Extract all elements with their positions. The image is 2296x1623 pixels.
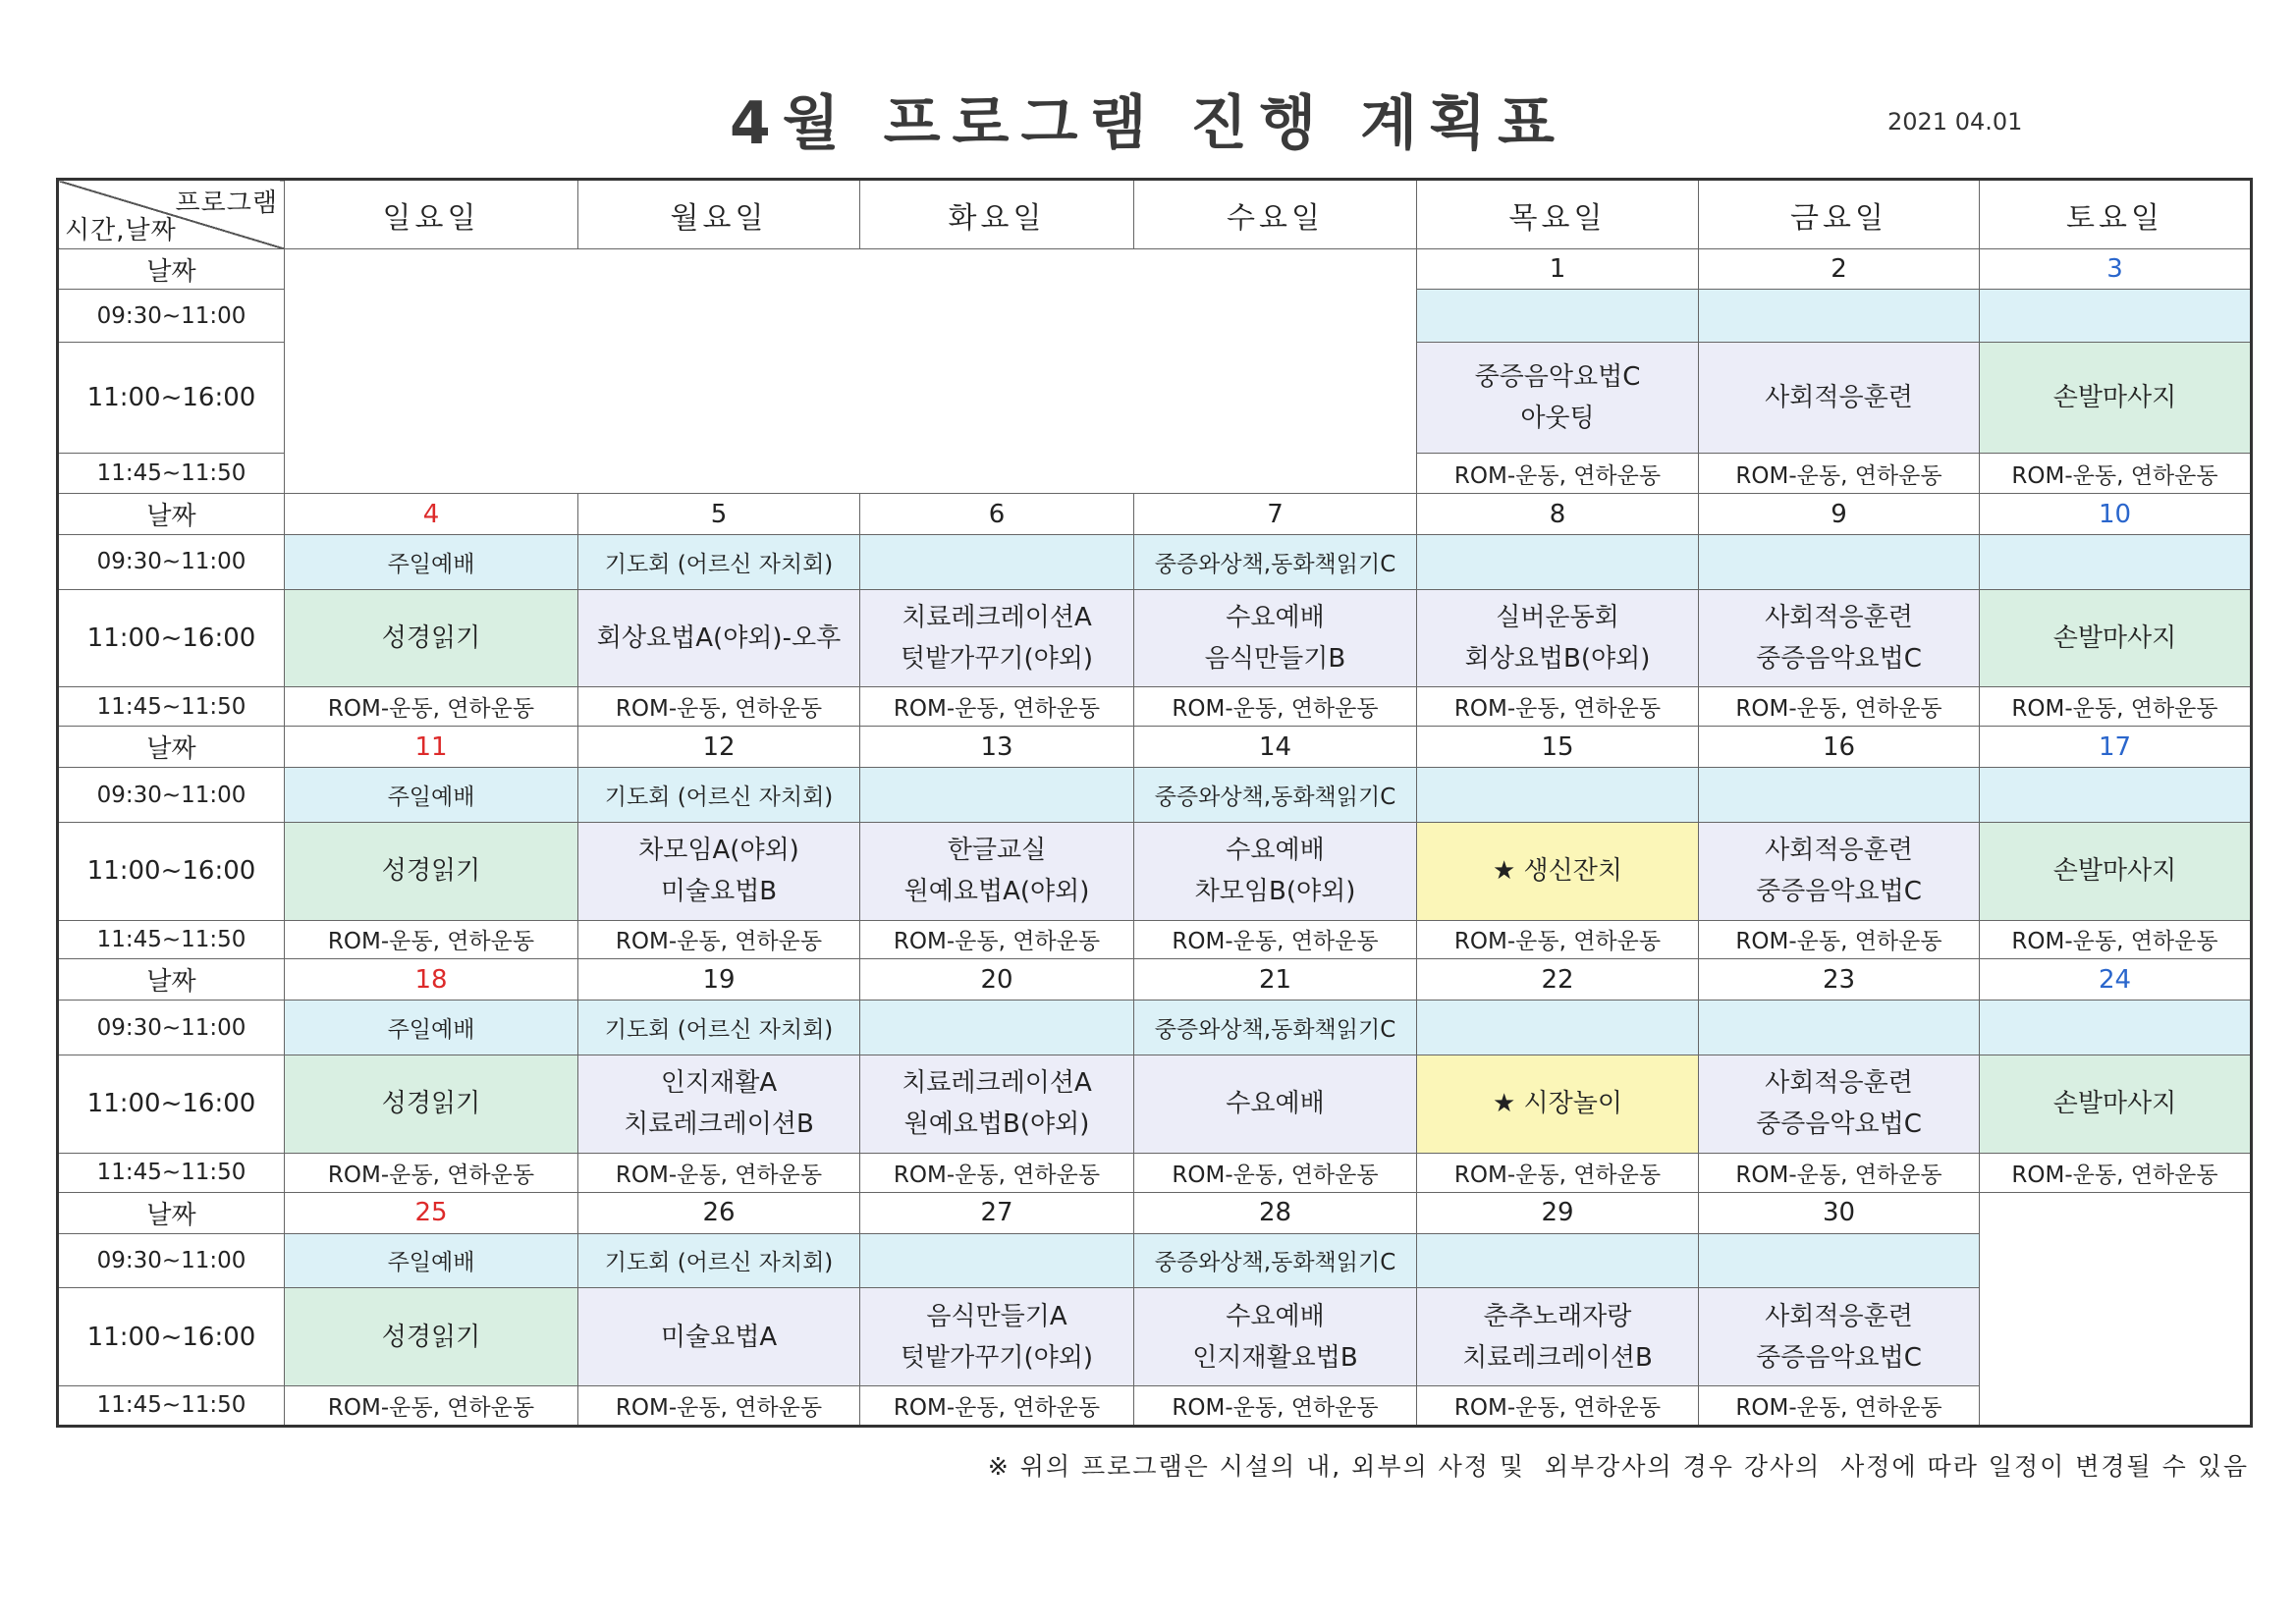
footnote: ※ 위의 프로그램은 시설의 내, 외부의 사정 및 외부강사의 경우 강사의 사정에 따라 일정이 변경될 수 있음 [987,1452,2249,1481]
date-cell-sun: 18 [285,959,578,1001]
day-header-wed: 수요일 [1134,180,1417,249]
midday-row [58,1055,2252,1154]
program-cell-sat [1980,342,2252,453]
program-name: 회상요법B(야외) [1464,644,1651,674]
date-cell-mon: 12 [578,727,860,768]
program-cell-sat [1980,589,2252,687]
day-header-tue: 화요일 [860,180,1134,249]
morning-cell-wed: 중증와상책,동화책읽기C [1134,535,1417,590]
program-name: 음식만들기B [1204,644,1346,674]
program-name: 사회적응훈련 [1765,603,1913,632]
date-cell-sun: 25 [285,1192,578,1233]
morning-cell-sat [1980,535,2252,590]
program-name: 수요예배 [1226,1089,1325,1119]
program-name: ★ 생신잔치 [1492,856,1623,887]
morning-cell-wed: 중증와상책,동화책읽기C [1134,1001,1417,1055]
exercise-cell-fri: ROM-운동, 연하운동 [1699,1385,1980,1426]
exercise-row [58,1153,2252,1192]
program-name: 인지재활요법B [1192,1342,1358,1373]
exercise-cell-sun: ROM-운동, 연하운동 [285,687,578,727]
date-cell-sat: 3 [1980,249,2252,290]
program-cell-thu [1417,1055,1699,1154]
exercise-cell-mon: ROM-운동, 연하운동 [578,1385,860,1426]
program-name: 춘추노래자랑 [1483,1301,1632,1331]
midday-row [58,589,2252,687]
date-cell-fri: 2 [1699,249,1980,290]
program-cell-tue [860,589,1134,687]
morning-cell-sat [1980,290,2252,343]
exercise-cell-sat: ROM-운동, 연하운동 [1980,1153,2252,1192]
midday-row [58,1288,2252,1386]
row-label-midday: 11:00~16:00 [58,589,285,687]
date-cell-tue: 27 [860,1192,1134,1233]
exercise-cell-fri: ROM-운동, 연하운동 [1699,920,1980,959]
program-name: 회상요법A(야외)-오후 [596,623,842,653]
date-cell-thu: 29 [1417,1192,1699,1233]
row-label-short: 11:45~11:50 [58,1153,285,1192]
row-label-date: 날짜 [58,727,285,768]
date-cell-tue: 13 [860,727,1134,768]
program-cell-mon [578,589,860,687]
day-header-sat: 토요일 [1980,180,2252,249]
day-header-sun: 일요일 [285,180,578,249]
morning-cell-fri [1699,768,1980,823]
program-name: 성경읽기 [381,1089,481,1119]
program-cell-sun [285,1055,578,1154]
program-name: 음식만들기A [926,1301,1067,1331]
program-cell-wed [1134,822,1417,920]
row-label-short: 11:45~11:50 [58,687,285,727]
program-name: 실버운동회 [1496,603,1619,632]
morning-cell-fri [1699,1233,1980,1288]
schedule-table [56,178,2253,1428]
corner-program-label: 프로그램 [175,189,278,218]
date-cell-fri: 30 [1699,1192,1980,1233]
date-cell-thu: 15 [1417,727,1699,768]
row-label-morning: 09:30~11:00 [58,768,285,823]
exercise-cell-sat: ROM-운동, 연하운동 [1980,687,2252,727]
morning-cell-sun: 주일예배 [285,1233,578,1288]
program-cell-mon [578,1055,860,1154]
date-cell-mon: 5 [578,494,860,535]
morning-cell-tue [860,768,1134,823]
date-cell-wed: 28 [1134,1192,1417,1233]
program-name: 사회적응훈련 [1765,382,1913,412]
morning-cell-sat [1980,768,2252,823]
exercise-cell-sat: ROM-운동, 연하운동 [1980,454,2252,494]
row-label-midday: 11:00~16:00 [58,1055,285,1154]
program-name: 한글교실 [947,836,1047,866]
exercise-cell-fri: ROM-운동, 연하운동 [1699,454,1980,494]
row-label-morning: 09:30~11:00 [58,1001,285,1055]
program-cell-fri [1699,342,1980,453]
program-name: 사회적응훈련 [1765,836,1913,866]
program-name: 미술요법B [660,877,778,907]
morning-cell-sun: 주일예배 [285,768,578,823]
program-name: 성경읽기 [381,1322,481,1352]
morning-cell-fri [1699,290,1980,343]
morning-cell-fri [1699,535,1980,590]
date-cell-mon: 26 [578,1192,860,1233]
exercise-cell-fri: ROM-운동, 연하운동 [1699,1153,1980,1192]
program-cell-tue [860,1055,1134,1154]
program-name: 원예요법B(야외) [903,1109,1090,1140]
program-cell-fri [1699,822,1980,920]
row-label-short: 11:45~11:50 [58,920,285,959]
day-header-thu: 목요일 [1417,180,1699,249]
program-cell-mon [578,1288,860,1386]
exercise-cell-wed: ROM-운동, 연하운동 [1134,687,1417,727]
program-cell-tue [860,822,1134,920]
date-cell-thu: 1 [1417,249,1699,290]
exercise-row [58,920,2252,959]
program-cell-wed [1134,1055,1417,1154]
morning-row [58,1233,2252,1288]
program-name: 사회적응훈련 [1765,1301,1913,1331]
exercise-cell-sun: ROM-운동, 연하운동 [285,1153,578,1192]
exercise-cell-fri: ROM-운동, 연하운동 [1699,687,1980,727]
row-label-date: 날짜 [58,959,285,1001]
date-cell-tue: 20 [860,959,1134,1001]
morning-cell-sat [1980,1001,2252,1055]
program-cell-sat [1980,822,2252,920]
program-name: 텃밭가꾸기(야외) [900,1342,1094,1373]
row-label-midday: 11:00~16:00 [58,1288,285,1386]
program-name: 치료레크레이션B [624,1109,814,1140]
program-cell-sat [1980,1055,2252,1154]
morning-cell-thu [1417,1233,1699,1288]
program-name: 손발마사지 [2052,623,2177,653]
day-header-mon: 월요일 [578,180,860,249]
exercise-row [58,687,2252,727]
program-name: 치료레크레이션A [902,1068,1092,1099]
exercise-cell-wed: ROM-운동, 연하운동 [1134,1153,1417,1192]
row-label-midday: 11:00~16:00 [58,822,285,920]
morning-cell-sun: 주일예배 [285,535,578,590]
exercise-cell-sun: ROM-운동, 연하운동 [285,920,578,959]
morning-cell-thu [1417,290,1699,343]
exercise-cell-tue: ROM-운동, 연하운동 [860,920,1134,959]
program-cell-thu [1417,589,1699,687]
morning-cell-tue [860,1001,1134,1055]
document-date: 2021 04.01 [1887,108,2023,135]
morning-cell-thu [1417,768,1699,823]
date-cell-thu: 22 [1417,959,1699,1001]
empty-cell [1980,1192,2252,1426]
date-cell-wed: 14 [1134,727,1417,768]
program-name: 인지재활A [660,1068,778,1099]
row-label-morning: 09:30~11:00 [58,290,285,343]
date-row [58,727,2252,768]
exercise-cell-thu: ROM-운동, 연하운동 [1417,687,1699,727]
date-cell-sun: 11 [285,727,578,768]
program-cell-wed [1134,1288,1417,1386]
program-cell-sun [285,822,578,920]
exercise-cell-thu: ROM-운동, 연하운동 [1417,920,1699,959]
program-cell-sun [285,1288,578,1386]
program-name: 수요예배 [1226,836,1325,866]
exercise-cell-tue: ROM-운동, 연하운동 [860,687,1134,727]
program-name: 텃밭가꾸기(야외) [900,644,1094,674]
program-name: 차모임A(야외) [638,836,799,866]
exercise-cell-thu: ROM-운동, 연하운동 [1417,1385,1699,1426]
date-cell-sat: 17 [1980,727,2252,768]
program-cell-thu [1417,1288,1699,1386]
exercise-cell-sat: ROM-운동, 연하운동 [1980,920,2252,959]
date-cell-wed: 7 [1134,494,1417,535]
program-name: 중증음악요법C [1756,644,1922,674]
date-cell-fri: 9 [1699,494,1980,535]
program-name: 중증음악요법C [1474,361,1641,392]
morning-cell-mon: 기도회 (어르신 자치회) [578,1001,860,1055]
program-name: 중증음악요법C [1756,1109,1922,1140]
program-name: 중증음악요법C [1756,877,1922,907]
row-label-date: 날짜 [58,249,285,290]
program-cell-sun [285,589,578,687]
program-name: 성경읽기 [381,856,481,887]
morning-cell-mon: 기도회 (어르신 자치회) [578,1233,860,1288]
program-name: 사회적응훈련 [1765,1068,1913,1099]
exercise-cell-mon: ROM-운동, 연하운동 [578,920,860,959]
exercise-cell-wed: ROM-운동, 연하운동 [1134,920,1417,959]
exercise-cell-wed: ROM-운동, 연하운동 [1134,1385,1417,1426]
program-name: 손발마사지 [2052,382,2177,412]
row-label-short: 11:45~11:50 [58,454,285,494]
row-label-date: 날짜 [58,494,285,535]
exercise-cell-thu: ROM-운동, 연하운동 [1417,454,1699,494]
morning-cell-tue [860,535,1134,590]
row-label-morning: 09:30~11:00 [58,535,285,590]
program-cell-tue [860,1288,1134,1386]
morning-row [58,535,2252,590]
morning-cell-mon: 기도회 (어르신 자치회) [578,768,860,823]
morning-cell-sun: 주일예배 [285,1001,578,1055]
morning-cell-wed: 중증와상책,동화책읽기C [1134,768,1417,823]
date-row [58,1192,2252,1233]
exercise-cell-mon: ROM-운동, 연하운동 [578,687,860,727]
morning-row [58,768,2252,823]
program-name: 중증음악요법C [1756,1342,1922,1373]
corner-time-date-label: 시간,날짜 [65,216,177,246]
program-name: 차모임B(야외) [1194,877,1356,907]
program-cell-fri [1699,589,1980,687]
program-name: 치료레크레이션A [902,603,1092,632]
date-row [58,494,2252,535]
program-name: 성경읽기 [381,623,481,653]
day-header-fri: 금요일 [1699,180,1980,249]
program-name: 아웃팅 [1520,403,1595,433]
program-cell-wed [1134,589,1417,687]
row-label-morning: 09:30~11:00 [58,1233,285,1288]
exercise-row [58,1385,2252,1426]
date-cell-sat: 10 [1980,494,2252,535]
program-name: 수요예배 [1226,1301,1325,1331]
morning-cell-thu [1417,1001,1699,1055]
page-title: 4월 프로그램 진행 계획표 [729,89,1566,158]
date-row [58,249,2252,290]
exercise-cell-tue: ROM-운동, 연하운동 [860,1153,1134,1192]
program-name: 손발마사지 [2052,1089,2177,1119]
exercise-cell-sun: ROM-운동, 연하운동 [285,1385,578,1426]
program-name: 미술요법A [660,1322,778,1352]
program-name: 수요예배 [1226,603,1325,632]
morning-cell-wed: 중증와상책,동화책읽기C [1134,1233,1417,1288]
row-label-short: 11:45~11:50 [58,1385,285,1426]
date-cell-tue: 6 [860,494,1134,535]
morning-cell-tue [860,1233,1134,1288]
date-cell-thu: 8 [1417,494,1699,535]
date-cell-mon: 19 [578,959,860,1001]
program-cell-thu [1417,342,1699,453]
date-cell-wed: 21 [1134,959,1417,1001]
exercise-cell-mon: ROM-운동, 연하운동 [578,1153,860,1192]
program-cell-thu [1417,822,1699,920]
header-row [58,180,2252,249]
morning-cell-fri [1699,1001,1980,1055]
morning-row [58,1001,2252,1055]
row-label-midday: 11:00~16:00 [58,342,285,453]
corner-cell [58,180,285,249]
program-cell-mon [578,822,860,920]
program-name: ★ 시장놀이 [1492,1089,1623,1119]
program-name: 원예요법A(야외) [903,877,1090,907]
date-cell-sat: 24 [1980,959,2252,1001]
morning-cell-mon: 기도회 (어르신 자치회) [578,535,860,590]
empty-block [285,249,1417,494]
program-name: 치료레크레이션B [1462,1342,1653,1373]
program-cell-fri [1699,1055,1980,1154]
exercise-cell-thu: ROM-운동, 연하운동 [1417,1153,1699,1192]
midday-row [58,822,2252,920]
date-row [58,959,2252,1001]
date-cell-fri: 23 [1699,959,1980,1001]
exercise-cell-tue: ROM-운동, 연하운동 [860,1385,1134,1426]
date-cell-fri: 16 [1699,727,1980,768]
program-name: 손발마사지 [2052,856,2177,887]
row-label-date: 날짜 [58,1192,285,1233]
program-cell-fri [1699,1288,1980,1386]
morning-cell-thu [1417,535,1699,590]
date-cell-sun: 4 [285,494,578,535]
